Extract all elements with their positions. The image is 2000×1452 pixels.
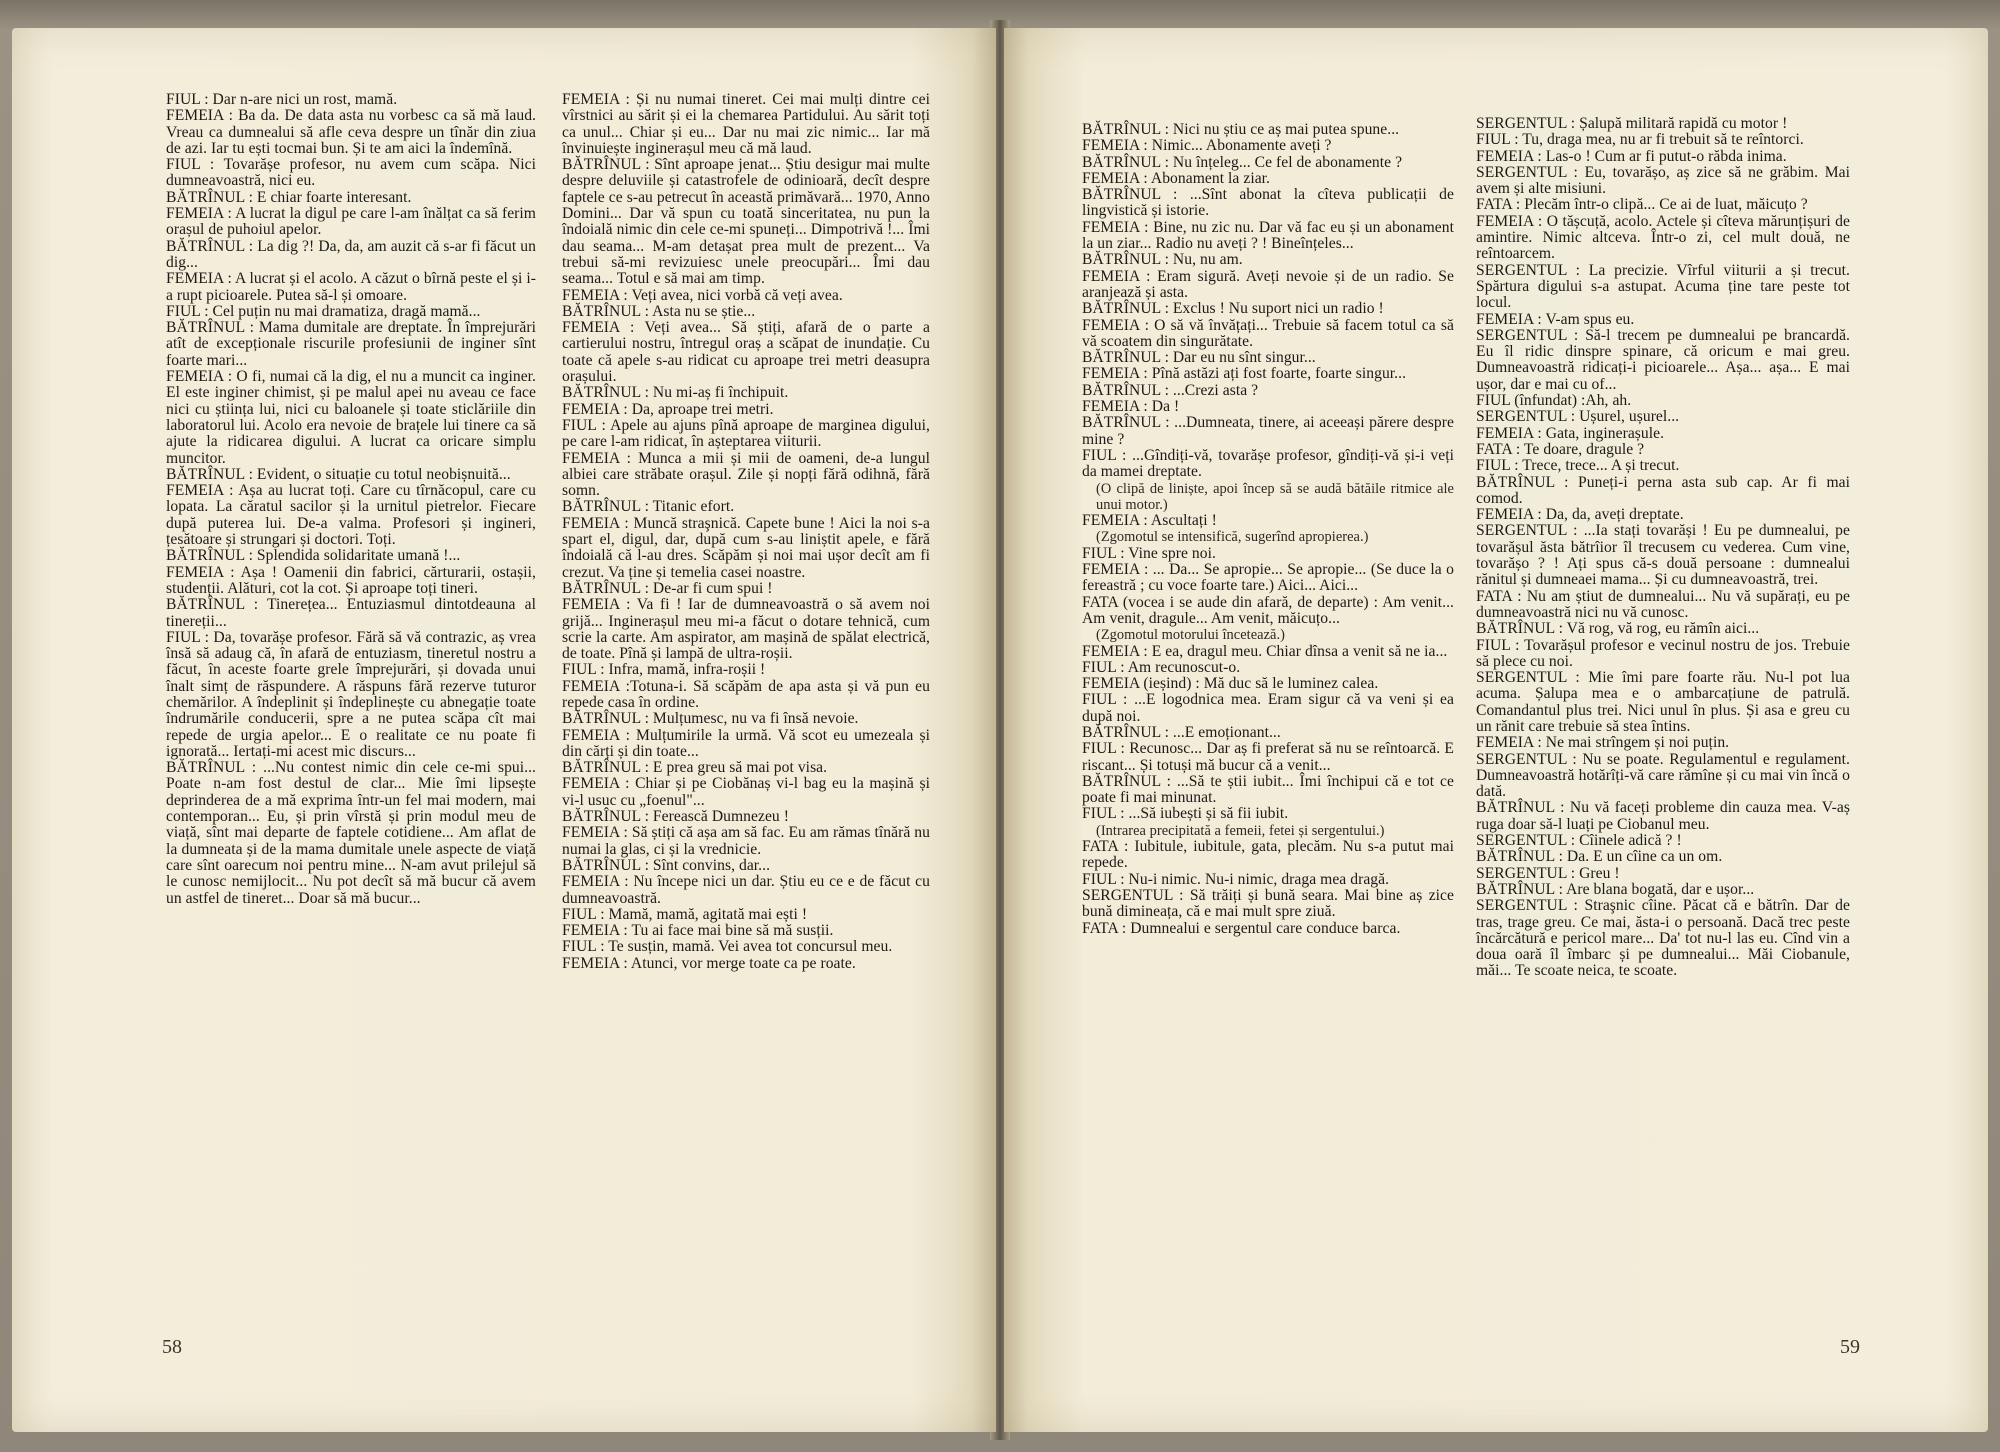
dialogue-line: FATA : Dumnealui e sergentul care conduce barca. <box>1082 919 1401 937</box>
dialogue-line: BĂTRÎNUL : Sînt aproape jenat... Știu desigur mai multe despre deluviile și catastrofele de odinioară, decît despre faptele ce s-au petrecut în această primăvară... 1970, Anno Domini... Dar vă spun cu toată sinceritatea, nu pun la îndoială nimic din cele ce-mi spuneți... Dimpotrivă !... Îmi dau seama... M-am detașat prea mult de prezent... Va trebui să-mi revizuiesc unele preocupări... Îmi dau seama... Totul e să mai am timp. <box>562 156 930 288</box>
dialogue-line: SERGENTUL : La precizie. Vîrful viiturii a și trecut. Spărtura digului s-a astupat. Acuma ține tare peste tot locul. <box>1476 261 1850 312</box>
stage-direction: (Zgomotul se intensifică, sugerînd apropierea.) <box>1096 529 1369 546</box>
dialogue-line: BĂTRÎNUL : Nici nu știu ce aș mai putea spune... <box>1082 121 1400 138</box>
dialogue-line: FEMEIA : Atunci, vor merge toate ca pe roate. <box>562 954 856 972</box>
dialogue-line: BĂTRÎNUL : Nu înțeleg... Ce fel de abonamente ? <box>1082 153 1403 171</box>
left-page-column-1 <box>166 92 536 907</box>
dialogue-line: FIUL : Tovarășe profesor, nu avem cum scăpa. Nici dumneavoastră, nici eu. <box>166 156 536 190</box>
dialogue-line: BĂTRÎNUL : Mulțumesc, nu va fi însă nevoie. <box>562 710 859 728</box>
dialogue-line: FEMEIA : Nu începe nici un dar. Știu eu ce e de făcut cu dumneavoastră. <box>562 873 930 907</box>
dialogue-line: FEMEIA : Gata, inginerașule. <box>1476 424 1665 442</box>
dialogue-line: FIUL : ...E logodnica mea. Eram sigur că va veni și ea după noi. <box>1082 691 1454 725</box>
dialogue-line: BĂTRÎNUL : ...Crezi asta ? <box>1082 381 1259 399</box>
dialogue-line: BĂTRÎNUL : Nu mi-aș fi închipuit. <box>562 384 789 402</box>
dialogue-line: FEMEIA : Munca a mii și mii de oameni, de-a lungul albiei care străbate orașul. Zile și nopți fără odihnă, fără somn. <box>562 449 930 500</box>
dialogue-line: FEMEIA : Abonament la ziar. <box>1082 169 1271 187</box>
dialogue-line: FIUL : Am recunoscut-o. <box>1082 658 1241 676</box>
dialogue-line: SERGENTUL : Să-l trecem pe dumnealui pe brancardă. Eu îl ridic dinspre spinare, că oricum e mai greu. Dumneavoastră ridicați-i picioarele... Așa... așa... E mai ușor, dar e mai cu of... <box>1476 326 1850 393</box>
dialogue-line: FEMEIA : Așa au lucrat toți. Care cu tîrnăcopul, care cu lopata. La căratul sacilor și la urnitul pietrelor. Fiecare după puterea lui. De-a valma. Profesori și ingineri, țesătoare și strungari și doctori. Toți. <box>166 482 536 549</box>
dialogue-line: SERGENTUL : Șalupă militară rapidă cu motor ! <box>1476 115 1788 132</box>
dialogue-line: FEMEIA : O fi, numai că la dig, el nu a muncit ca inginer. El este inginer chimist, și pe malul apei nu aveau ce face nici cu știința lui, nici cu baloanele și toate sticlăriile din laboratorul lui. Acolo era nevoie de brațele lui tinere ca să ajute la ridicarea digului. A lucrat ca oricare simplu muncitor. <box>166 368 536 467</box>
dialogue-line: FEMEIA :Totuna-i. Să scăpăm de apa asta și vă pun eu repede casa în ordine. <box>562 677 930 711</box>
dialogue-line: SERGENTUL : Straşnic cîine. Păcat că e bătrîn. Dar de tras, trage greu. Ce mai, ăsta-i o persoană. Dacă trec peste încărcătură e pericol mare... Da' tot nu-l las eu. Cînd vin a doua oară îl îmbarc și pe dumnealui... Măi Ciobanule, măi... Te scoate neica, te scoate. <box>1476 897 1850 980</box>
dialogue-line: BĂTRÎNUL : Da. E un cîine ca un om. <box>1476 848 1723 866</box>
dialogue-line: FEMEIA : Ne mai strîngem și noi puțin. <box>1476 734 1730 752</box>
dialogue-line: BĂTRÎNUL : ...Sînt abonat la cîteva publicații de lingvistică și istorie. <box>1082 186 1454 220</box>
dialogue-line: FEMEIA : Da, da, aveți dreptate. <box>1476 506 1684 524</box>
dialogue-line: BĂTRÎNUL : Nu vă faceți probleme din cauza mea. V-aș ruga doar să-l luați pe Ciobanul meu. <box>1476 799 1850 833</box>
dialogue-line: FIUL : Mamă, mamă, agitată mai ești ! <box>562 905 808 923</box>
dialogue-line: FIUL : Trece, trece... A și trecut. <box>1476 457 1680 475</box>
dialogue-line: FEMEIA : A lucrat la digul pe care l-am înălțat ca să ferim orașul de puhoiul apelor. <box>166 205 536 239</box>
dialogue-line: FIUL : ...Gîndiți-vă, tovarășe profesor, gîndiți-vă și-i veți da mamei dreptate. <box>1082 446 1454 481</box>
dialogue-line: SERGENTUL : Ușurel, ușurel... <box>1476 408 1680 426</box>
right-page-column-1 <box>1082 122 1454 937</box>
dialogue-line: FATA : Nu am știut de dumnealui... Nu vă supărați, eu pe dumneavoastră nici nu vă cunosc. <box>1476 587 1850 621</box>
dialogue-line: FEMEIA : A lucrat și el acolo. A căzut o bîrnă peste el și i-a rupt picioarele. Putea să-l și omoare. <box>166 270 536 304</box>
dialogue-line: BĂTRÎNUL : E prea greu să mai pot visa. <box>562 759 828 777</box>
dialogue-line: BĂTRÎNUL : Are blana bogată, dar e ușor... <box>1476 880 1755 898</box>
dialogue-line: FEMEIA : Las-o ! Cum ar fi putut-o răbda inima. <box>1476 147 1787 165</box>
dialogue-line: BĂTRÎNUL : Dar eu nu sînt singur... <box>1082 349 1316 367</box>
dialogue-line: FEMEIA : Bine, nu zic nu. Dar vă fac eu și un abonament la un ziar... Radio nu aveți ? ! Bineînțeles... <box>1082 218 1454 253</box>
dialogue-line: FEMEIA : E ea, dragul meu. Chiar dînsa a venit să ne ia... <box>1082 642 1448 660</box>
dialogue-line: FEMEIA : O să vă învățați... Trebuie să facem totul ca să vă scoatem din singurătate. <box>1082 316 1454 350</box>
page-number-right: 59 <box>1840 1336 1860 1358</box>
dialogue-line: SERGENTUL : Eu, tovarășo, aș zice să ne grăbim. Mai avem și alte misiuni. <box>1476 163 1850 198</box>
dialogue-line: FIUL : Cel puțin nu mai dramatiza, dragă mamă... <box>166 302 481 320</box>
dialogue-line: FEMEIA : Va fi ! Iar de dumneavoastră o să avem noi grijă... Inginerașul meu mi-a făcut o dotare tehnică, cum scrie la carte. Am aspirator, am mașină de spălat electrică, de toate. Pînă și lampă de ultra-roșii. <box>562 596 930 663</box>
dialogue-line: FEMEIA : Ba da. De data asta nu vorbesc ca să mă laud. Vreau ca dumnealui să afle ceva despre un tînăr din ziua de azi. Iar tu ești tocmai bun. Și te am aici la îndemînă. <box>166 107 536 157</box>
dialogue-line: FIUL : Nu-i nimic. Nu-i nimic, draga mea dragă. <box>1082 870 1390 888</box>
dialogue-line: BĂTRÎNUL : E chiar foarte interesant. <box>166 188 412 206</box>
dialogue-line: BĂTRÎNUL : De-ar fi cum spui ! <box>562 579 773 597</box>
dialogue-line: FIUL : Da, tovarășe profesor. Fără să vă contrazic, aș vrea însă să adaug că, în afară de entuziasm, tineretul nostru a făcut, în aceste foarte grele împrejurări, și dovada unui înalt simț de răspundere. A răspuns fără rezerve tuturor chemărilor. A îndeplinit și îndeplinește cu abnegație toate îndrumările conducerii, spre a ne putea scăpa cît mai repede de urgia apelor... E o realitate ce nu poate fi ignorată... Iertați-mi acest mic discurs... <box>166 628 536 760</box>
dialogue-line: FEMEIA : Muncă straşnică. Capete bune ! Aici la noi s-a spart el, digul, dar, după cum s-au liniștit apele, e fără îndoială că l-au dres. Scăpăm și noi mai ușor decît am fi crezut. Va ține și temelia casei noastre. <box>562 514 930 581</box>
dialogue-line: FEMEIA : Veți avea, nici vorbă că veți avea. <box>562 286 843 304</box>
dialogue-line: BĂTRÎNUL : ...E emoționant... <box>1082 723 1281 741</box>
dialogue-line: BĂTRÎNUL : La dig ?! Da, da, am auzit că s-ar fi făcut un dig... <box>166 237 536 271</box>
dialogue-line: FEMEIA : Da ! <box>1082 398 1180 416</box>
dialogue-line: FEMEIA : Veți avea... Să știți, afară de o parte a cartierului nostru, întregul oraș a scăpat de inundație. Cu toate că apele s-au ridicat cu aproape trei metri deasupra orașului. <box>562 319 930 386</box>
dialogue-line: BĂTRÎNUL : Splendida solidaritate umană !... <box>166 547 461 565</box>
dialogue-line: FIUL : Tovarășul profesor e vecinul nostru de jos. Trebuie să plece cu noi. <box>1476 636 1850 670</box>
dialogue-line: BĂTRÎNUL : Vă rog, vă rog, eu rămîn aici... <box>1476 620 1760 638</box>
dialogue-line: SERGENTUL : Să trăiți și bună seara. Mai bine aș zice bună dimineața, că e mai mult spre ziuă. <box>1082 886 1454 921</box>
dialogue-line: FEMEIA : Chiar și pe Ciobănaș vi-l bag eu la mașină și vi-l usuc cu „foenul"... <box>562 775 930 809</box>
dialogue-line: FEMEIA : Eram sigură. Aveți nevoie și de un radio. Se aranjează și asta. <box>1082 267 1454 301</box>
dialogue-line: FEMEIA : Tu ai face mai bine să mă susții. <box>562 922 834 940</box>
stage-direction: (O clipă de liniște, apoi încep să se audă bătăile ritmice ale unui motor.) <box>1096 480 1454 513</box>
left-page-column-2 <box>562 92 930 972</box>
dialogue-line: FEMEIA : Și nu numai tineret. Cei mai mulți dintre cei vîrstnici au sărit și ei la chemarea Partidului. Au sărit toți ca unul... Chiar și eu... Dar nu mai zic nimic... Iar mă învinuiește inginerașul meu că mă laud. <box>562 91 930 157</box>
dialogue-line: SERGENTUL : Mie îmi pare foarte rău. Nu-l pot lua acuma. Șalupa mea e o ambarcațiune de patrulă. Comandantul plus trei. Nici unul în plus. Și asa e greu cu un rănit care trebuie să stea întins. <box>1476 669 1850 735</box>
dialogue-line: FIUL : Recunosc... Dar aș fi preferat să nu se reîntoarcă. E riscant... Și totuși mă bucur că a venit... <box>1082 740 1454 774</box>
dialogue-line: FEMEIA : V-am spus eu. <box>1476 310 1635 328</box>
dialogue-line: BĂTRÎNUL : Evident, o situație cu totul neobișnuită... <box>166 465 511 483</box>
dialogue-line: SERGENTUL : Greu ! <box>1476 864 1620 882</box>
dialogue-line: FIUL : Apele au ajuns pînă aproape de marginea digului, pe care l-am ridicat, în așteptarea viiturii. <box>562 416 930 451</box>
dialogue-line: FIUL : Dar n-are nici un rost, mamă. <box>166 91 398 108</box>
dialogue-line: BĂTRÎNUL : ...Să te știi iubit... Îmi închipui că e tot ce poate fi mai minunat. <box>1082 772 1454 807</box>
dialogue-line: FATA (vocea i se aude din afară, de departe) : Am venit... Am venit, dragule... Am venit, măicuțo... <box>1082 593 1454 627</box>
dialogue-line: FIUL (înfundat) :Ah, ah. <box>1476 392 1632 410</box>
dialogue-line: FEMEIA : Așa ! Oamenii din fabrici, cărturarii, ostașii, studenții. Alături, cot la cot. Și aproape toți tineri. <box>166 563 536 597</box>
dialogue-line: FEMEIA : Nimic... Abonamente aveți ? <box>1082 137 1332 155</box>
dialogue-line: BĂTRÎNUL : Nu, nu am. <box>1082 251 1243 269</box>
dialogue-line: SERGENTUL : Nu se poate. Regulamentul e regulament. Dumneavoastră hotărîți-vă care rămîne și cu mai vin încă o dată. <box>1476 750 1850 801</box>
stage-direction: (Zgomotul motorului încetează.) <box>1096 627 1285 644</box>
dialogue-line: BĂTRÎNUL : Ferească Dumnezeu ! <box>562 808 789 826</box>
page-number-left: 58 <box>162 1336 182 1358</box>
dialogue-line: FIUL : ...Să iubești și să fii iubit. <box>1082 805 1289 823</box>
right-page-column-2 <box>1476 116 1850 980</box>
dialogue-line: BĂTRÎNUL : ...Nu contest nimic din cele ce-mi spui... Poate n-am fost destul de clar... Mie îmi lipsește deprinderea de a mă exprima într-un fel mai modern, mai contemporan... Eu, și prin vîrstă și prin modul meu de viață, sînt mai departe de faptele cotidiene... Am aflat de la dumneata și de la mama dumitale unele aspecte de viață care sînt oarecum noi pentru mine... N-am avut prilejul să le cunosc nemijlocit... Nu pot decît să mă bucur că avem un astfel de tineret... Doar să mă bucur... <box>166 759 536 907</box>
dialogue-line: FEMEIA : Ascultați ! <box>1082 512 1217 530</box>
dialogue-line: FEMEIA : O tășcuță, acolo. Actele și cîteva mărunțișuri de amintire. Nimic altceva. Într-o zi, cel mult două, ne reîntoarcem. <box>1476 212 1850 263</box>
dialogue-line: BĂTRÎNUL : Exclus ! Nu suport nici un radio ! <box>1082 300 1384 318</box>
dialogue-line: FEMEIA : Să știți că așa am să fac. Eu am rămas tînără nu numai la glas, ci și la vrednicie. <box>562 824 930 858</box>
dialogue-line: SERGENTUL : ...Ia stați tovarăși ! Eu pe dumnealui, pe tovarășul ăsta bătrîior îl trecusem cu vederea. Cum vine, tovarășo ? ! Ați spus că-s două persoane : dumnealui rănitul și dumneaei mama... Și cu dumneavoastră, trei. <box>1476 522 1850 589</box>
dialogue-line: FIUL : Infra, mamă, infra-roșii ! <box>562 661 766 679</box>
dialogue-line: BĂTRÎNUL : Asta nu se știe... <box>562 302 756 320</box>
dialogue-line: FIUL : Tu, draga mea, nu ar fi trebuit să te reîntorci. <box>1476 131 1804 149</box>
dialogue-line: FATA : Plecăm într-o clipă... Ce ai de luat, măicuțo ? <box>1476 196 1808 214</box>
dialogue-line: BĂTRÎNUL : ...Dumneata, tinere, ai aceeași părere despre mine ? <box>1082 414 1454 448</box>
dialogue-line: FIUL : Te susțin, mamă. Vei avea tot concursul meu. <box>562 938 893 956</box>
dialogue-line: FEMEIA : Mulțumirile la urmă. Vă scot eu umezeala și din cărți și din toate... <box>562 726 930 760</box>
dialogue-line: BĂTRÎNUL : Titanic efort. <box>562 498 735 516</box>
dialogue-line: FEMEIA (ieșind) : Mă duc să le luminez calea. <box>1082 675 1379 693</box>
dialogue-line: FATA : Iubitule, iubitule, gata, plecăm. Nu s-a putut mai repede. <box>1082 838 1454 872</box>
dialogue-line: FATA : Te doare, dragule ? <box>1476 440 1645 458</box>
dialogue-line: SERGENTUL : Cîinele adică ? ! <box>1476 832 1682 850</box>
dialogue-line: FEMEIA : Pînă astăzi ați fost foarte, foarte singur... <box>1082 365 1407 383</box>
dialogue-line: FEMEIA : ... Da... Se apropie... Se apropie... (Se duce la o fereastră ; cu voce foarte tare.) Aici... Aici... <box>1082 561 1454 595</box>
dialogue-line: BĂTRÎNUL : Mama dumitale are dreptate. În împrejurări atît de excepționale riscurile profesiunii de inginer sînt foarte mari... <box>166 319 536 369</box>
dialogue-line: BĂTRÎNUL : Sînt convins, dar... <box>562 856 771 874</box>
dialogue-line: FIUL : Vine spre noi. <box>1082 544 1216 562</box>
dialogue-line: FEMEIA : Da, aproape trei metri. <box>562 400 774 418</box>
dialogue-line: BĂTRÎNUL : Puneți-i perna asta sub cap. Ar fi mai comod. <box>1476 473 1850 507</box>
stage-direction: (Intrarea precipitată a femeii, fetei și sergentului.) <box>1096 822 1385 839</box>
dialogue-line: BĂTRÎNUL : Tinerețea... Entuziasmul dintotdeauna al tinereții... <box>166 596 536 630</box>
